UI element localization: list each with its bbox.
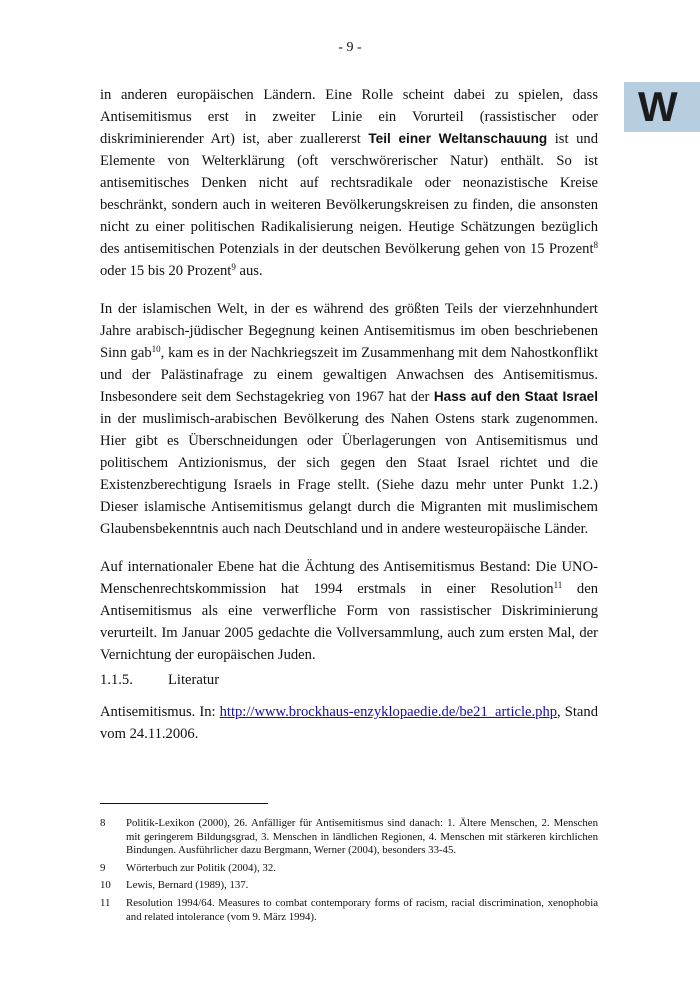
publisher-logo [624,82,700,132]
footnote-ref-10[interactable]: 10 [151,344,161,354]
footnote-number: 11 [100,896,111,909]
footnote-ref-8[interactable]: 8 [593,240,598,250]
paragraph-1 [100,84,598,282]
text-run: ist und Elemente von Welterklärung (oft verschwörerischer Natur) enthält. So ist antisemitisches Denken nicht auf rechtsradikale oder neonazistische Kreise beschränkt, sondern auch in weiteren Bevölkerungskreisen zu finden, die ansonsten nicht zu einer politischen Radikalisierung neigen. Heutige Schätzungen bezüglich des antisemitischen Potenzials in der deutschen Bevölkerung gehen von 15 Prozent [100,131,598,257]
literature-prefix: Antisemitismus. In: [100,704,220,720]
footnote-8 [100,817,598,858]
footnote-number: 9 [100,861,106,874]
main-text [100,84,598,682]
footnote-11 [100,897,598,924]
text-run: in anderen europäischen Ländern. Eine Rolle scheint dabei zu spielen, dass Antisemitismus erst in zweiter Linie ein Vorurteil (rassistischer oder diskriminierender Art) ist, aber zuallererst [100,87,598,147]
section-heading [100,672,219,689]
text-run: oder 15 bis 20 Prozent [100,263,232,279]
footnote-ref-9[interactable]: 9 [231,262,236,272]
footnote-text: Politik-Lexikon (2000), 26. Anfälliger für Antisemitismus sind danach: 1. Ältere Menschen, 2. Menschen mit geringerem Bildungsgrad, 3. Menschen in ländlichen Regionen, 4. Menschen mit stärkeren kirchlichen Bindungen. Ausführlicher dazu Bergmann, Werner (2004), besonders 33-45. [126,817,598,857]
text-run: Auf internationaler Ebene hat die Ächtung des Antisemitismus Bestand: Die UNO-Menschenrechtskommission hat 1994 erstmals in einer Resolution [100,559,598,597]
footnote-text: Lewis, Bernard (1989), 137. [126,879,249,892]
text-run: in der muslimisch-arabischen Bevölkerung des Nahen Ostens stark zugenommen. Hier gibt es Überschneidungen oder Überlagerungen von Antisemitismus und politischem Antizionismus, der sich gegen den Staat Israel richtet und die Existenzberechtigung Israels in Frage stellt. (Siehe dazu mehr unter Punkt 1.2.) Dieser islamische Antisemitismus gelangt durch die Migranten mit muslimischem Glaubensbekenntnis auch nach Deutschland und in andere westeuropäische Länder. [100,411,598,537]
section-title: Literatur [168,672,220,688]
footnote-ref-11[interactable]: 11 [553,580,563,590]
logo-letter: W [638,83,675,130]
literature-link[interactable]: http://www.brockhaus-enzyklopaedie.de/be21_article.php [219,704,558,720]
literature-suffix: , Stand vom 24.11.2006. [100,704,598,742]
paragraph-2 [100,298,598,540]
paragraph-3 [100,556,598,666]
footnote-9 [100,862,598,876]
text-run: , kam es in der Nachkriegszeit im Zusammenhang mit dem Nahostkonflikt und der Palästinafrage zu einem gewaltigen Anwachsen des Antisemitismus. Insbesondere seit dem Sechstagekrieg von 1967 hat der [100,345,599,405]
section-number: 1.1.5. [100,672,133,688]
footnote-number: 10 [100,879,111,892]
bold-term: Hass auf den Staat Israel [433,389,598,404]
footnotes [100,817,598,928]
footnote-10 [100,879,598,893]
page-number: - 9 - [338,40,362,55]
text-run: aus. [235,263,263,279]
footnote-divider [100,803,268,804]
footnote-text: Resolution 1994/64. Measures to combat contemporary forms of racism, racial discrimination, xenophobia and related intolerance (vom 9. März 1994). [126,896,598,923]
text-run: den Antisemitismus als eine verwerfliche Form von rassistischer Diskriminierung verurteilt. Im Januar 2005 gedachte die Vollversammlung, auch zum ersten Mal, der Vernichtung der europäischen Juden. [100,581,598,663]
literature-entry [100,701,598,745]
text-run: In der islamischen Welt, in der es während des größten Teils der vierzehnhundert Jahre arabisch-jüdischer Begegnung keinen Antisemitismus im oben beschriebenen Sinn gab [100,301,598,361]
footnote-text: Wörterbuch zur Politik (2004), 32. [126,861,276,874]
bold-term: Teil einer Weltanschauung [368,131,548,146]
footnote-number: 8 [100,817,106,829]
